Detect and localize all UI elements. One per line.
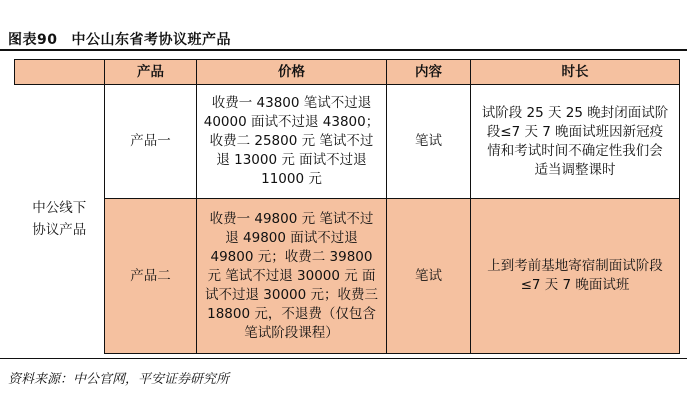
header-row <box>15 60 680 85</box>
header-price: 价格 <box>197 60 387 85</box>
group-label: 中公线下 协议产品 <box>15 85 105 354</box>
bottom-rule <box>0 358 687 359</box>
source-note: 资料来源：中公官网，平安证券研究所 <box>8 372 230 387</box>
product-name: 产品一 <box>105 85 197 199</box>
price-cell: 收费一 49800 元 笔试不过退 49800 面试不过退 49800 元；收费二 39800 元 笔试不过退 30000 元 面试不过退 30000 元；收费三 18800 元，不退费（仅包含笔试阶段课程） <box>197 199 387 354</box>
content-cell: 笔试 <box>387 85 471 199</box>
duration-cell: 上到考前基地寄宿制面试阶段≤7 天 7 晚面试班 <box>471 199 680 354</box>
duration-cell: 试阶段 25 天 25 晚封闭面试阶段≤7 天 7 晚面试班因新冠疫情和考试时间不确定性我们会适当调整课时 <box>471 85 680 199</box>
product-name: 产品二 <box>105 199 197 354</box>
table-row <box>15 199 680 354</box>
header-content: 内容 <box>387 60 471 85</box>
top-rule <box>0 49 687 51</box>
product-table <box>14 59 680 354</box>
price-cell: 收费一 43800 笔试不过退 40000 面试不过退 43800；收费二 25800 元 笔试不过退 13000 元 面试不过退 11000 元 <box>197 85 387 199</box>
figure-title <box>8 29 231 49</box>
figure-caption: 中公山东省考协议班产品 <box>71 32 231 48</box>
header-product: 产品 <box>105 60 197 85</box>
content-cell: 笔试 <box>387 199 471 354</box>
header-duration: 时长 <box>471 60 680 85</box>
table-row <box>15 85 680 199</box>
figure-number: 图表90 <box>8 32 58 48</box>
header-blank <box>15 60 105 85</box>
